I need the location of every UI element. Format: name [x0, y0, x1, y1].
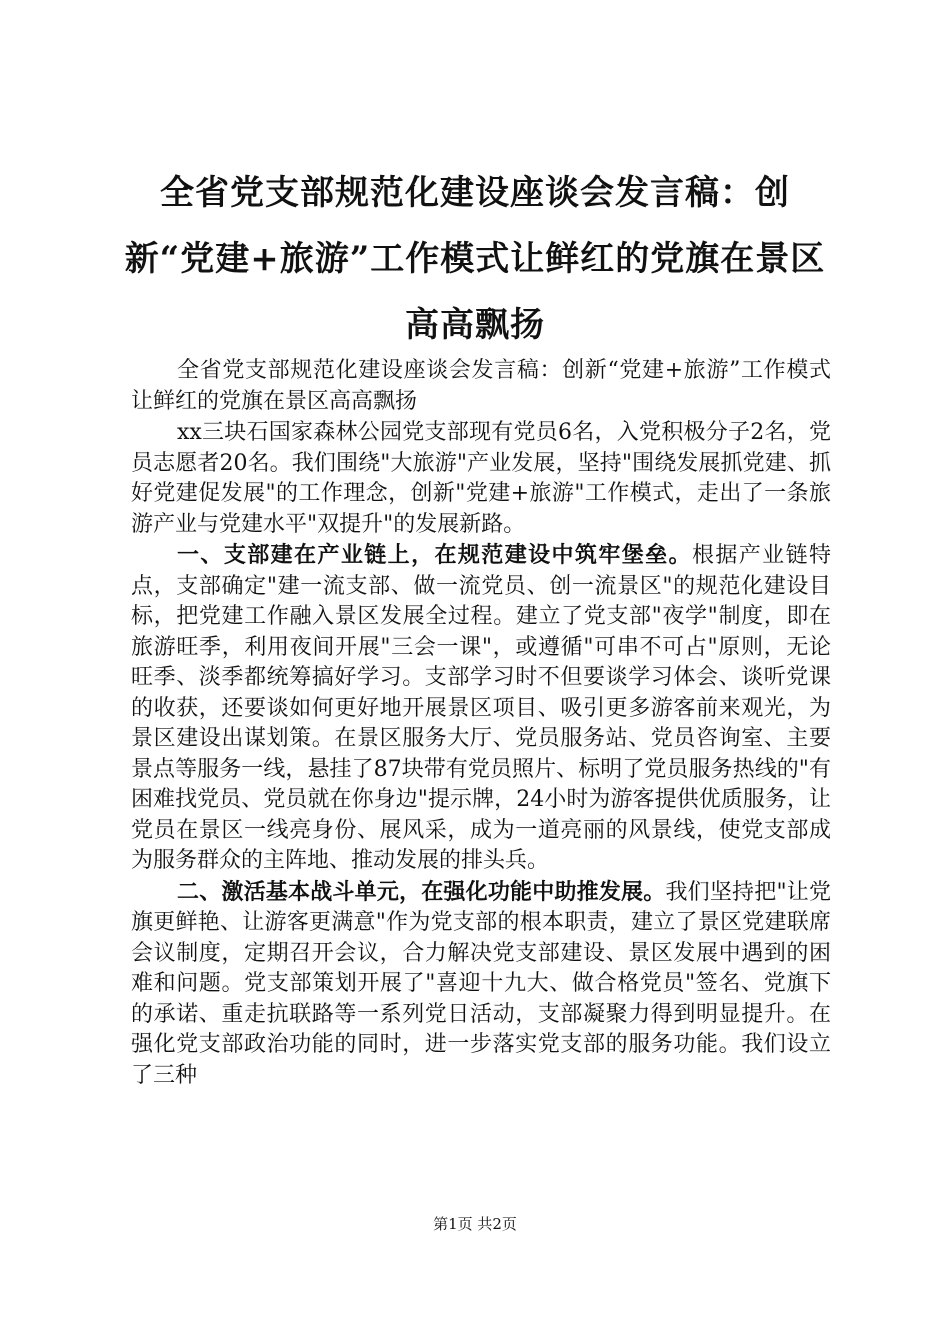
document-title: 全省党支部规范化建设座谈会发言稿：创新“党建+旅游”工作模式让鲜红的党旗在景区高高飘扬 [124, 173, 826, 345]
paragraph-1-text: 全省党支部规范化建设座谈会发言稿：创新“党建+旅游”工作模式让鲜红的党旗在景区高高飘扬 [131, 358, 831, 414]
page-footer: 第1页 共2页 [433, 1215, 517, 1233]
paragraph-4-text: 我们坚持把"让党旗更鲜艳、让游客更满意"作为党支部的根本职责，建立了景区党建联席会议制度，定期召开会议，合力解决党支部建设、景区发展中遇到的困难和问题。党支部策划开展了"喜迎十九大、做合格党员"签名、党旗下的承诺、重走抗联路等一系列党日活动，支部凝聚力得到明显提升。在强化党支部政治功能的同时，进一步落实党支部的服务功能。我们设立了三种 [131, 879, 831, 1088]
document-body [131, 355, 831, 1091]
paragraph-4-lead: 二、激活基本战斗单元，在强化功能中助推发展。 [177, 878, 666, 905]
paragraph-3-lead: 一、支部建在产业链上，在规范建设中筑牢堡垒。 [177, 542, 692, 568]
paragraph-1 [131, 355, 831, 417]
paragraph-3-text: 根据产业链特点，支部确定"建一流支部、做一流党员、创一流景区"的规范化建设目标，把党建工作融入景区发展全过程。建立了党支部"夜学"制度，即在旅游旺季，利用夜间开展"三会一课"，或遵循"可串不可占"原则，无论旺季、淡季都统筹搞好学习。支部学习时不但要谈学习体会、谈听党课的收获，还要谈如何更好地开展景区项目、吸引更多游客前来观光，为景区建设出谋划策。在景区服务大厅、党员服务站、党员咨询室、主要景点等服务一线，悬挂了87块带有党员照片、标明了党员服务热线的"有困难找党员、党员就在你身边"提示牌，24小时为游客提供优质服务，让党员在景区一线亮身份、展风采，成为一道亮丽的风景线，使党支部成为服务群众的主阵地、推动发展的排头兵。 [131, 543, 831, 873]
paragraph-2 [131, 417, 831, 540]
paragraph-2-text: xx三块石国家森林公园党支部现有党员6名，入党积极分子2名，党员志愿者20名。我们围绕"大旅游"产业发展，坚持"围绕发展抓党建、抓好党建促发展"的工作理念，创新"党建+旅游"工作模式，走出了一条旅游产业与党建水平"双提升"的发展新路。 [131, 420, 831, 537]
paragraph-3 [131, 540, 831, 877]
paragraph-4 [131, 877, 831, 1092]
